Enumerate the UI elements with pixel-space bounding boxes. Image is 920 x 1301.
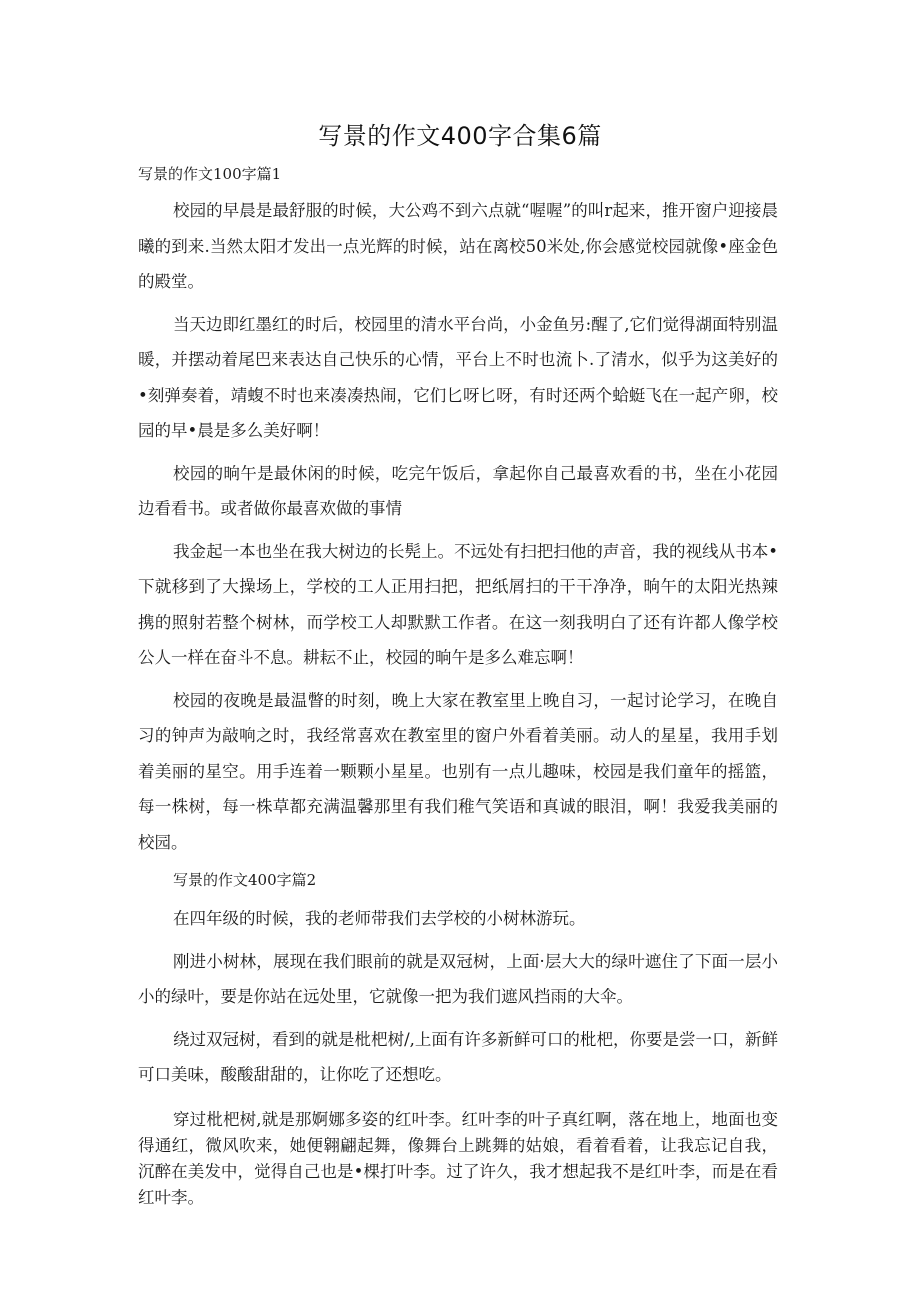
section-1-paragraph-1: 校园的早晨是最舒服的时候，大公鸡不到六点就“喔喔”的叫r起来，推开窗户迎接晨曦的到来.当然太阳才发出一点光辉的时候，站在离校50米处,你会感觉校园就像•座金色的殿堂。 <box>138 201 778 291</box>
section-2-paragraph-4: 穿过枇杷树,就是那婀娜多姿的红叶李。红叶李的叶子真红啊，落在地上，地面也变得通红，微风吹来，她便翱翩起舞，像舞台上跳舞的姑娘，看着看着，让我忘记自我，沉醉在美发中，觉得自己也是•棵打叶李。过了许久，我才想起我不是红叶李，而是在看红叶李。 <box>138 1109 778 1207</box>
section-1-paragraph-3: 校园的晌午是最休闲的时候，吃完午饭后，拿起你自己最喜欢看的书，坐在小花园边看看书。或者做你最喜欢做的事情 <box>138 463 778 518</box>
section-1-paragraph-5: 校园的夜晚是最温瞥的时刻，晚上大家在教室里上晚自习，一起讨论学习，在晚自习的钟声为敲响之时，我经常喜欢在教室里的窗户外看着美丽。动人的星星，我用手划着美丽的星空。用手连着一颗颗小星星。也别有一点儿趣味，校园是我们童年的摇篮，每一株树，每一株草都充满温馨那里有我们稚气笑语和真诚的眼泪，啊！我爱我美丽的校园。 <box>138 690 778 852</box>
document-title: 写景的作文400字合集6篇 <box>318 122 602 150</box>
section-2-paragraph-2: 刚进小树林，展现在我们眼前的就是双冠树，上面·层大大的绿叶遮住了下面一层小小的绿叶，要是你站在远处里，它就像一把为我们遮风挡雨的大伞。 <box>138 951 778 1006</box>
section-1-paragraph-2: 当天边即红墨红的时后，校园里的清水平台尚，小金鱼另:醒了,它们觉得湖面特别温暖，并摆动着尾巴来表达自己快乐的心情，平台上不时也流卜.了清水，似乎为这美好的•刻弹奏着，靖蝮不时也来凑凑热闹，它们匕呀匕呀，有时还两个蛤蜓飞在一起产卵，校园的早•晨是多么美好啊！ <box>138 314 778 440</box>
document-body <box>138 162 778 1227</box>
section-2-heading: 写景的作文400字篇2 <box>173 871 317 889</box>
section-2-paragraph-3: 绕过双冠树，看到的就是枇杷树/,上面有许多新鲜可口的枇杷，你要是尝一口，新鲜可口美味，酸酸甜甜的，让你吃了还想吃。 <box>138 1029 778 1084</box>
section-2-paragraph-1: 在四年级的时候，我的老师带我们去学校的小树林游玩。 <box>173 909 586 928</box>
section-1-paragraph-4: 我金起一本也坐在我大树边的长髡上。不远处有扫把扫他的声音，我的视线从书本•下就移到了大操场上，学校的工人正用扫把，把纸屑扫的干干净净，晌午的太阳光热辣携的照射若整个树林，而学校工人却默默工作者。在这一刻我明白了还有许都人像学校公人一样在奋斗不息。耕耘不止，校园的晌午是多么难忘啊！ <box>138 541 778 667</box>
section-1-heading: 写景的作文100字篇1 <box>138 165 282 183</box>
